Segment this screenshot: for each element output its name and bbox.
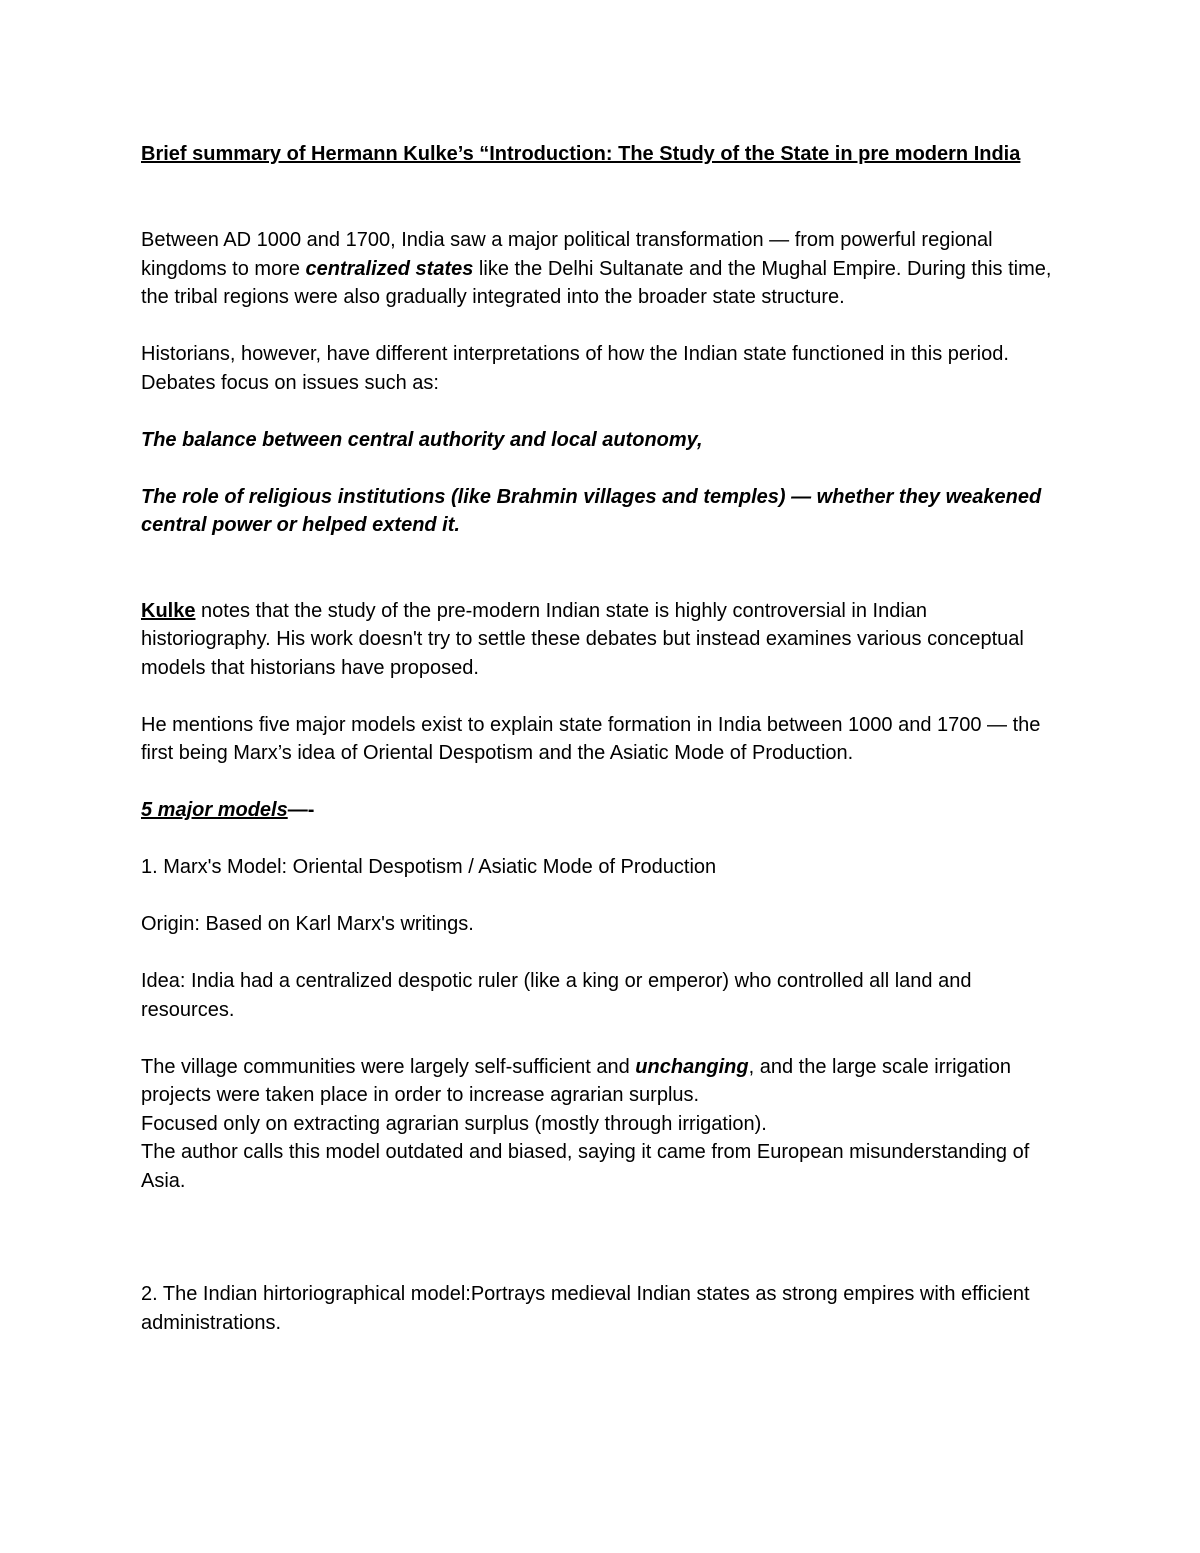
models-heading [141, 796, 1061, 825]
paragraph-transformation [141, 226, 1061, 312]
issue-religious-institutions: The role of religious institutions (like Brahmin villages and temples) — whether they weakened central power or helped extend it. [141, 485, 1042, 536]
paragraph-text: like the Delhi Sultanate and the Mughal Empire. During this time, the tribal regions were also gradually integrated into the broader state structure. [141, 257, 1052, 308]
paragraph-text: Between AD 1000 and 1700, India saw a major political transformation — from powerful regional kingdoms to more [141, 229, 993, 280]
model1-focus: Focused only on extracting agrarian surplus (mostly through irrigation). [141, 1112, 767, 1135]
model1-origin: Origin: Based on Karl Marx's writings. [141, 913, 474, 935]
paragraph-kulke [141, 597, 1061, 683]
emphasis-unchanging: unchanging [635, 1055, 749, 1078]
document-title: Brief summary of Hermann Kulke’s “Introduction: The Study of the State in pre modern India [141, 143, 1021, 165]
paragraph-historians: Historians, however, have different interpretations of how the Indian state functioned in this period. Debates focus on issues such as: [141, 343, 1009, 394]
model1-idea: Idea: India had a centralized despotic ruler (like a king or emperor) who controlled all land and resources. [141, 970, 972, 1021]
model1-critique: The author calls this model outdated and biased, saying it came from European misunderstanding of Asia. [141, 1141, 1030, 1192]
author-name-kulke: Kulke [141, 599, 196, 622]
emphasis-centralized-states: centralized states [305, 257, 474, 280]
models-heading-label: 5 major models [141, 799, 288, 821]
models-heading-suffix: —- [287, 799, 315, 821]
model2-paragraph: 2. The Indian hirtoriographical model:Portrays medieval Indian states as strong empires with efficient administrations. [141, 1283, 1030, 1334]
paragraph-five-models: He mentions five major models exist to explain state formation in India between 1000 and 1700 — the first being Marx’s idea of Oriental Despotism and the Asiatic Mode of Production. [141, 713, 1041, 764]
paragraph-text: , and the large scale irrigation projects were taken place in order to increase agrarian surplus. [141, 1055, 1011, 1106]
model1-title: 1. Marx's Model: Oriental Despotism / Asiatic Mode of Production [141, 856, 717, 878]
issue-central-authority: The balance between central authority and local autonomy, [141, 428, 703, 451]
document-body [141, 140, 1061, 1337]
paragraph-text: The village communities were largely self-sufficient and [141, 1055, 636, 1078]
model1-village [141, 1053, 1061, 1110]
paragraph-text: notes that the study of the pre-modern Indian state is highly controversial in Indian historiography. His work doesn't try to settle these debates but instead examines various conceptual models that historians have proposed. [141, 599, 1024, 679]
